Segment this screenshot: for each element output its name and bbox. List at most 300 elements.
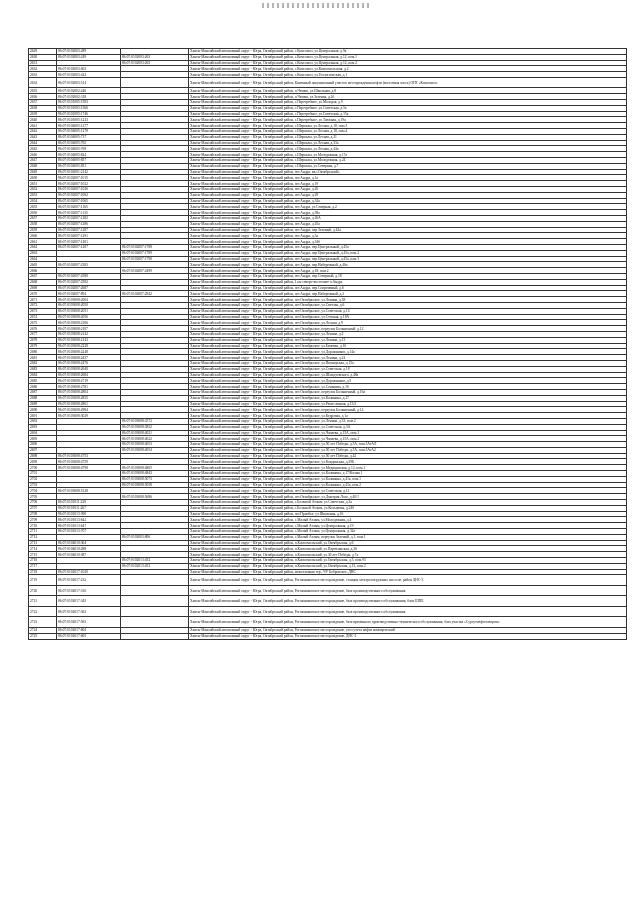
- address-cell: Ханты-Мансийский автономный округ - Югра, Октябрьский район, пгт.Октябрьское, ул.Ленина, д.38: [189, 297, 627, 303]
- cadastral-number-cell: 86:07:0104005:1278: [57, 129, 121, 135]
- row-number-cell: 2689: [29, 401, 57, 407]
- row-number-cell: 2704: [29, 488, 57, 494]
- address-cell: Ханты-Мансийский автономный округ - Югра, Октябрьский район, Рогожниковское месторождение, база производственного обслуживания, блок ШПБ: [189, 596, 627, 607]
- row-number-cell: 2649: [29, 169, 57, 175]
- row-number-cell: 2718: [29, 569, 57, 575]
- address-cell: Ханты-Мансийский автономный округ - Югра, Октябрьский район, пгт.Октябрьское, ул.Медицинская, д.12, пом.1: [189, 465, 627, 471]
- cadastral-number-cell: 86:07:0102007:1282: [57, 216, 121, 222]
- premises-number-cell: 86:07:0103008:5686: [121, 494, 189, 500]
- address-cell: Ханты-Мансийский автономный округ - Югра, Октябрьский район, пгт.Октябрьское, ул.Кедровая, д.1а: [189, 413, 627, 419]
- row-number-cell: 2690: [29, 407, 57, 413]
- address-cell: Ханты-Мансийский автономный округ - Югра, Октябрьский район, пгт.Октябрьское, ул.Калинина, д.41а, пом.2: [189, 482, 627, 488]
- premises-number-cell: 86:07:0102007:1790: [121, 256, 189, 262]
- cadastral-number-cell: 86:07:0102003:514: [57, 77, 121, 88]
- cadastral-number-cell: 86:07:0102007:1401: [57, 239, 121, 245]
- address-cell: Ханты-Мансийский автономный округ - Югра, Октябрьский район, пгт.Андра, пер.Северный, д.18: [189, 273, 627, 279]
- address-cell: Ханты-Мансийский автономный округ - Югра, Октябрьский район, п.Комсомольский, ул.30 лет Победы, д.7а: [189, 552, 627, 558]
- row-number-cell: 2683: [29, 366, 57, 372]
- address-cell: Ханты-Мансийский автономный округ - Югра, Октябрьский район, с.Малый Атлым, ул.Центральная, д.32а: [189, 529, 627, 535]
- premises-number-cell: 86:07:0103008:5058: [121, 482, 189, 488]
- cadastral-number-cell: 86:07:0102007:2582: [57, 279, 121, 285]
- row-number-cell: 2677: [29, 331, 57, 337]
- premises-number-cell: [121, 606, 189, 617]
- cadastral-number-cell: 86:07:0102017:605: [57, 633, 121, 639]
- address-cell: Ханты-Мансийский автономный округ - Югра, Октябрьский район, пгт.Октябрьское, ул.Ленина, д.33, пом.2: [189, 418, 627, 424]
- row-number-cell: 2717: [29, 563, 57, 569]
- cadastral-number-cell: 86:07:0103008:2142: [57, 331, 121, 337]
- row-number-cell: 2644: [29, 140, 57, 146]
- cadastral-number-cell: 86:07:0103008:2984: [57, 407, 121, 413]
- cadastral-number-cell: 86:07:0103008:4759: [57, 459, 121, 465]
- table-body: [29, 49, 627, 640]
- row-number-cell: 2641: [29, 123, 57, 129]
- address-cell: Ханты-Мансийский автономный округ - Югра, Октябрьский район, с.Шеркалы, ул.Лесная, д.18, пом.4: [189, 129, 627, 135]
- row-number-cell: 2699: [29, 459, 57, 465]
- address-cell: Ханты-Мансийский автономный округ - Югра, Октябрьский район, пгт.Октябрьское, ул.Калинина, д.17/Калин.1: [189, 471, 627, 477]
- row-number-cell: 2635: [29, 88, 57, 94]
- address-cell: Ханты-Мансийский автономный округ - Югра, Октябрьский район, Каменный лицензионный участок месторождения нефти (восточная часть) ОПТ «Комсомол»: [189, 77, 627, 88]
- address-cell: Ханты-Мансийский автономный округ - Югра, Октябрьский район, пгт.Андра, д.1а: [189, 175, 627, 181]
- address-cell: Ханты-Мансийский автономный округ - Югра, Октябрьский район, пгт.Андра, д.29: [189, 192, 627, 198]
- cadastral-number-cell: 86:07:0103008:2476: [57, 360, 121, 366]
- cadastral-number-cell: 86:07:0102007:1286: [57, 221, 121, 227]
- row-number-cell: 2629: [29, 49, 57, 55]
- row-number-cell: 2701: [29, 471, 57, 477]
- row-number-cell: 2642: [29, 129, 57, 135]
- cadastral-number-cell: 86:07:0103008:4753: [57, 453, 121, 459]
- address-cell: Ханты-Мансийский автономный округ - Югра, Октябрьский район, пгт.Андра, пер.Набережный, д.2: [189, 291, 627, 297]
- address-cell: Ханты-Мансийский автономный округ - Югра, Октябрьский район, пгт.Андра, д.26А: [189, 216, 627, 222]
- address-cell: Ханты-Мансийский автономный округ - Югра, Октябрьский район, пгт.Октябрьское, ул.Степная, д.18А: [189, 314, 627, 320]
- row-number-cell: 2645: [29, 146, 57, 152]
- cadastral-number-cell: 86:07:0102007:1022: [57, 181, 121, 187]
- address-cell: Ханты-Мансийский автономный округ - Югра, Октябрьский район, пгт.Приобье, ул.Школьная, д.16: [189, 511, 627, 517]
- row-number-cell: 2723: [29, 617, 57, 628]
- premises-number-cell: 86:07:0103008:5073: [121, 476, 189, 482]
- cadastral-number-cell: 86:07:0101013:390: [57, 511, 121, 517]
- address-cell: Ханты-Мансийский автономный округ - Югра, Октябрьский район, с.Комсомол, ул.Геологическая, д.1: [189, 72, 627, 78]
- cadastral-number-cell: 86:07:0101013:642: [57, 517, 121, 523]
- row-number-cell: 2687: [29, 389, 57, 395]
- address-cell: Ханты-Мансийский автономный округ - Югра, Октябрьский район, с.Большой Атлым, ул.Кольцевая, д.24б: [189, 505, 627, 511]
- cadastral-number-cell: 86:07:0103008:2050: [57, 302, 121, 308]
- address-cell: Ханты-Мансийский автономный округ - Югра, Октябрьский район, п.Комсомольский, ул.Октябрьская, д.13, пом.2: [189, 563, 627, 569]
- cadastral-number-cell: 86:07:0103008:4798: [57, 465, 121, 471]
- cadastral-number-cell: 86:07:0102007:1065: [57, 198, 121, 204]
- row-number-cell: 2651: [29, 181, 57, 187]
- address-cell: Ханты-Мансийский автономный округ - Югра, Октябрьский район, с.Перегребное, ул.Советская, д.5а: [189, 105, 627, 111]
- premises-number-cell: 86:07:0102013:452: [121, 558, 189, 564]
- cadastral-number-cell: 86:07:0103008:2719: [57, 378, 121, 384]
- address-cell: Ханты-Мансийский автономный округ - Югра, Октябрьский район, пгт.Андра, пер.Центральный, д.45а, пом.2: [189, 250, 627, 256]
- table-row: [29, 596, 627, 607]
- row-number-cell: 2638: [29, 105, 57, 111]
- address-cell: Ханты-Мансийский автономный округ - Югра, Октябрьский район, пгт.Андра, д.19: [189, 181, 627, 187]
- row-number-cell: 2639: [29, 111, 57, 117]
- row-number-cell: 2724: [29, 627, 57, 633]
- row-number-cell: 2703: [29, 482, 57, 488]
- address-cell: Ханты-Мансийский автономный округ - Югра, Октябрьский район, пгт.Октябрьское, ул.Пионерская, д.15а: [189, 360, 627, 366]
- row-number-cell: 2637: [29, 100, 57, 106]
- row-number-cell: 2633: [29, 72, 57, 78]
- row-number-cell: 2673: [29, 308, 57, 314]
- row-number-cell: 2675: [29, 320, 57, 326]
- cadastral-number-cell: 86:07:0101005:1746: [57, 111, 121, 117]
- row-number-cell: 2709: [29, 517, 57, 523]
- row-number-cell: 2658: [29, 221, 57, 227]
- address-cell: Ханты-Мансийский автономный округ - Югра, Октябрьский район, пгт.Андра, ул.Северная, д.2: [189, 204, 627, 210]
- cadastral-number-cell: 86:07:0103008:2004: [57, 297, 121, 303]
- address-cell: Ханты-Мансийский автономный округ - Югра, Октябрьский район, пгт.Андра, д.18, пом.2: [189, 268, 627, 274]
- cadastral-number-cell: 86:07:0102002:246: [57, 88, 121, 94]
- row-number-cell: 2669: [29, 285, 57, 291]
- address-cell: Ханты-Мансийский автономный округ - Югра, Октябрьский район, пгт.Андра, д.26: [189, 187, 627, 193]
- cadastral-number-cell: 86:07:0104005:824: [57, 152, 121, 158]
- cadastral-number-cell: 86:07:0102017:1020: [57, 569, 121, 575]
- cadastral-number-cell: 86:07:0102007:1207: [57, 245, 121, 251]
- address-cell: Ханты-Мансийский автономный округ - Югра, Октябрьский район, пгт.Октябрьское, ул.Ремесленная, д.13/2: [189, 401, 627, 407]
- premises-number-cell: [121, 617, 189, 628]
- cadastral-number-cell: 86:07:0103008:2143: [57, 337, 121, 343]
- row-number-cell: 2643: [29, 134, 57, 140]
- address-cell: Ханты-Мансийский автономный округ - Югра, Октябрьский район, с.Комсомол, ул.Центральная, д.12, пом.1: [189, 54, 627, 60]
- cadastral-number-cell: 86:07:0103008:2640: [57, 366, 121, 372]
- cadastral-number-cell: 86:07:0104005:831: [57, 163, 121, 169]
- row-number-cell: 2655: [29, 204, 57, 210]
- address-cell: Ханты-Мансийский автономный округ - Югра, Октябрьский район, пгт.Октябрьское, ул.Советская, д.14: [189, 308, 627, 314]
- cadastral-number-cell: 86:07:0104005:765: [57, 140, 121, 146]
- address-cell: Ханты-Мансийский автономный округ - Югра, Октябрьский район, пгт.Октябрьское, ул.Бичевая, д.16: [189, 343, 627, 349]
- address-cell: Ханты-Мансийский автономный округ - Югра, Октябрьский район, пгт.Андра, кв.«Октябрьский»: [189, 169, 627, 175]
- address-cell: Ханты-Мансийский автономный округ - Югра, Октябрьский район, п.Комсомольский, ул.Партизанская, д.26: [189, 546, 627, 552]
- address-cell: Ханты-Мансийский автономный округ - Югра, Октябрьский район, Рогожниковское месторождение, станция электропогружных насосов, район ДНС-3: [189, 575, 627, 586]
- row-number-cell: 2657: [29, 216, 57, 222]
- address-cell: Ханты-Мансийский автономный округ - Югра, Октябрьский район, пгт.Октябрьское, ул.Шмидтовского, д.48а: [189, 372, 627, 378]
- address-cell: Ханты-Мансийский автономный округ - Югра, Октябрьский район, пгт.Октябрьское, ул.Советская, д.18: [189, 366, 627, 372]
- row-number-cell: 2653: [29, 192, 57, 198]
- row-number-cell: 2702: [29, 476, 57, 482]
- row-number-cell: 2720: [29, 585, 57, 596]
- row-number-cell: 2688: [29, 395, 57, 401]
- row-number-cell: 2712: [29, 534, 57, 540]
- row-number-cell: 2694: [29, 430, 57, 436]
- cadastral-number-cell: 86:07:0103008:2835: [57, 395, 121, 401]
- row-number-cell: 2672: [29, 302, 57, 308]
- row-number-cell: 2692: [29, 418, 57, 424]
- row-number-cell: 2705: [29, 494, 57, 500]
- row-number-cell: 2693: [29, 424, 57, 430]
- address-cell: Ханты-Мансийский автономный округ - Югра, Октябрьский район, с.Малый Атлым, переулок Зеленый, д.1, пом.1: [189, 534, 627, 540]
- cadastral-number-cell: 86:07:0102017:363: [57, 606, 121, 617]
- cadastral-number-cell: 86:07:0102002:318: [57, 94, 121, 100]
- premises-number-cell: [121, 575, 189, 586]
- address-cell: Ханты-Мансийский автономный округ - Югра, Октябрьский район, пгт.Андра, пер.Центральный, д.45а: [189, 245, 627, 251]
- row-number-cell: 2668: [29, 279, 57, 285]
- premises-number-cell: 86:07:0102003:806: [121, 534, 189, 540]
- premises-number-cell: 86:07:0103008:4805: [121, 465, 189, 471]
- row-number-cell: 2659: [29, 227, 57, 233]
- row-number-cell: 2696: [29, 442, 57, 448]
- row-number-cell: 2667: [29, 273, 57, 279]
- premises-number-cell: [121, 596, 189, 607]
- premises-number-cell: 86:07:0103008:4054: [121, 447, 189, 453]
- cadastral-number-cell: 86:07:0102001:2142: [57, 169, 121, 175]
- premises-number-cell: [121, 585, 189, 596]
- address-cell: Ханты-Мансийский автономный округ - Югра, Октябрьский район, пгт.Октябрьское, ул.Чапаева, д.15А, пом.2: [189, 436, 627, 442]
- row-number-cell: 2716: [29, 558, 57, 564]
- row-number-cell: 2663: [29, 250, 57, 256]
- address-cell: Ханты-Мансийский автономный округ - Югра, Октябрьский район, с.Комсомол, ул.Комсомольская, д.2: [189, 66, 627, 72]
- address-cell: Ханты-Мансийский автономный округ - Югра, Октябрьский район, с.Перегребное, ул.Молодая, д.9: [189, 100, 627, 106]
- row-number-cell: 2631: [29, 60, 57, 66]
- premises-number-cell: 86:07:0102007:2942: [121, 291, 189, 297]
- address-cell: Ханты-Мансийский автономный округ - Югра, Октябрьский район, пгт.Октябрьское, ул.Лесная, д.9: [189, 320, 627, 326]
- table-row: [29, 606, 627, 617]
- row-number-cell: 2680: [29, 349, 57, 355]
- address-cell: Ханты-Мансийский автономный округ - Югра, Октябрьский район, пгт.Октябрьское, переулок Больничный, д.16а: [189, 389, 627, 395]
- cadastral-number-cell: 86:07:0101013:647: [57, 523, 121, 529]
- row-number-cell: 2707: [29, 505, 57, 511]
- row-number-cell: 2630: [29, 54, 57, 60]
- table-row: [29, 617, 627, 628]
- cadastral-number-cell: 86:07:0102007:1287: [57, 227, 121, 233]
- address-cell: Ханты-Мансийский автономный округ - Югра, Октябрьский район, пгт.Андра, пер.Центральный, д.45а, пом.3: [189, 256, 627, 262]
- address-cell: Ханты-Мансийский автономный округ - Югра, Октябрьский район, пгт.Октябрьское, переулок Больничный, д.12: [189, 326, 627, 332]
- cadastral-number-cell: 86:07:0104010:387: [57, 552, 121, 558]
- address-cell: Ханты-Мансийский автономный округ - Югра, Октябрьский район, пгт.Андра, д.34а: [189, 198, 627, 204]
- address-cell: Ханты-Мансийский автономный округ - Югра, Октябрьский район, пгт.Октябрьское, ул.50 лет Победы, д.42: [189, 453, 627, 459]
- row-number-cell: 2684: [29, 372, 57, 378]
- row-number-cell: 2711: [29, 529, 57, 535]
- address-cell: Ханты-Мансийский автономный округ - Югра, Октябрьский район, с.Малый Атлым, ул.Молодежная, д.4: [189, 517, 627, 523]
- cadastral-number-cell: 86:07:0104010:288: [57, 546, 121, 552]
- address-cell: Ханты-Мансийский автономный округ - Югра, Октябрьский район, пгт.Октябрьское, ул.50 лет Победы, д.5А, пом.5АтАЛ: [189, 442, 627, 448]
- row-number-cell: 2721: [29, 596, 57, 607]
- table-row: [29, 575, 627, 586]
- address-cell: Ханты-Мансийский автономный округ - Югра, Октябрьский район, с.Малый Атлым, ул.Центральная, д.19: [189, 523, 627, 529]
- cadastral-number-cell: 86:07:0102007:1062: [57, 192, 121, 198]
- cadastral-number-cell: 86:07:0103008:2107: [57, 326, 121, 332]
- row-number-cell: 2650: [29, 175, 57, 181]
- row-number-cell: 2662: [29, 245, 57, 251]
- cadastral-number-cell: 86:07:0103008:2056: [57, 314, 121, 320]
- row-number-cell: 2634: [29, 77, 57, 88]
- cadastral-number-cell: 86:07:0103008:2228: [57, 343, 121, 349]
- address-cell: Ханты-Мансийский автономный округ - Югра, Октябрьский район, пгт.Октябрьское, ул.Дорожников, д.14а: [189, 349, 627, 355]
- premises-number-cell: 86:07:0102003:265: [121, 60, 189, 66]
- row-number-cell: 2714: [29, 546, 57, 552]
- premises-number-cell: 86:07:0102003:263: [121, 54, 189, 60]
- address-cell: Ханты-Мансийский автономный округ - Югра, Октябрьский район, пгт.Октябрьское, ул.Дорожников, д.5: [189, 378, 627, 384]
- row-number-cell: 2676: [29, 326, 57, 332]
- row-number-cell: 2681: [29, 355, 57, 361]
- address-cell: Ханты-Мансийский автономный округ - Югра, Октябрьский район, пгт.Октябрьское, ул.Советская, д.11: [189, 488, 627, 494]
- cadastral-number-cell: 86:07:0102003:249: [57, 54, 121, 60]
- table-row: [29, 585, 627, 596]
- address-cell: Ханты-Мансийский автономный округ - Югра, Октябрьский район, Рогожниковское месторождение, ДНС-3: [189, 633, 627, 639]
- row-number-cell: 2632: [29, 66, 57, 72]
- address-cell: Ханты-Мансийский автономный округ - Югра, Октябрьский район, пгт.Октябрьское, переулок Больничный, д.14: [189, 407, 627, 413]
- address-cell: Ханты-Мансийский автономный округ - Югра, Октябрьский район, межселенная тер., ЧУ Бобровское, ДНС: [189, 569, 627, 575]
- cadastral-number-cell: 86:07:0103008:2804: [57, 389, 121, 395]
- cadastral-number-cell: 86:07:0102007:894: [57, 291, 121, 297]
- cadastral-number-cell: 86:07:0103008:3029: [57, 413, 121, 419]
- address-cell: Ханты-Мансийский автономный округ - Югра, Октябрьский район, п.Комсомольский, ул.Октябрьская, д.6: [189, 540, 627, 546]
- row-number-cell: 2713: [29, 540, 57, 546]
- row-number-cell: 2679: [29, 343, 57, 349]
- row-number-cell: 2708: [29, 511, 57, 517]
- address-cell: Ханты-Мансийский автономный округ - Югра, Октябрьский район, с.Шеркалы, ул.Молодежная, д.24: [189, 158, 627, 164]
- row-number-cell: 2636: [29, 94, 57, 100]
- address-cell: Ханты-Мансийский автономный округ - Югра, Октябрьский район, с.Шеркалы, ул.Лесная, д.33а: [189, 140, 627, 146]
- row-number-cell: 2664: [29, 256, 57, 262]
- address-cell: Ханты-Мансийский автономный округ - Югра, Октябрьский район, с.Шеркалы, ул.Лесная, д.21: [189, 134, 627, 140]
- address-cell: Ханты-Мансийский автономный округ - Югра, Октябрьский район, с.Большой Атлым, ул.Советская, д.3а: [189, 500, 627, 506]
- address-cell: Ханты-Мансийский автономный округ - Югра, Октябрьский район, пгт.Октябрьское, ул.Калинина, д.27: [189, 395, 627, 401]
- address-cell: Ханты-Мансийский автономный округ - Югра, Октябрьский район, пгт.Октябрьское, ул.Советская, д.3А: [189, 424, 627, 430]
- cadastral-number-cell: 86:07:0102007:1135: [57, 210, 121, 216]
- row-number-cell: 2691: [29, 413, 57, 419]
- cadastral-number-cell: 86:07:0103008:2248: [57, 349, 121, 355]
- registry-table: [28, 48, 627, 640]
- cadastral-number-cell: 86:07:0102017:316: [57, 585, 121, 596]
- premises-number-cell: [121, 77, 189, 88]
- address-cell: Ханты-Мансийский автономный округ - Югра, Октябрьский район, Рогожниковское месторождение, узел учета нефти коммерческий: [189, 627, 627, 633]
- cadastral-number-cell: 86:07:0101005:1583: [57, 100, 121, 106]
- premises-number-cell: 86:07:0103008:3572: [121, 418, 189, 424]
- row-number-cell: 2725: [29, 633, 57, 639]
- cadastral-number-cell: 86:07:0103008:2781: [57, 384, 121, 390]
- cadastral-number-cell: 86:07:0104005:1277: [57, 123, 121, 129]
- row-number-cell: 2652: [29, 187, 57, 193]
- cadastral-number-cell: 86:07:0102017:563: [57, 617, 121, 628]
- row-number-cell: 2698: [29, 453, 57, 459]
- address-cell: Ханты-Мансийский автономный округ - Югра, Октябрьский район, с.Шеркалы, ул.Северная, д.7: [189, 163, 627, 169]
- address-cell: Ханты-Мансийский автономный округ - Югра, Октябрьский район, с.Шеркалы, ул.Лесная, д.18, пом.3: [189, 123, 627, 129]
- cadastral-number-cell: 86:07:0101011:229: [57, 500, 121, 506]
- premises-number-cell: 86:07:0103008:4022: [121, 436, 189, 442]
- address-cell: Ханты-Мансийский автономный округ - Югра, Октябрьский район, пгт.Октябрьское, ул.Сенькина, д.16: [189, 384, 627, 390]
- cadastral-number-cell: 86:07:0102003:424: [57, 72, 121, 78]
- cadastral-number-cell: 86:07:0102007:2580: [57, 273, 121, 279]
- cadastral-number-cell: 86:07:0101005:1566: [57, 105, 121, 111]
- cadastral-number-cell: 86:07:0103008:5128: [57, 488, 121, 494]
- table-row: [29, 633, 627, 639]
- address-cell: Ханты-Мансийский автономный округ - Югра, Октябрьский район, пгт.Андра, д.3а: [189, 233, 627, 239]
- cadastral-number-cell: 86:07:0102017:232: [57, 575, 121, 586]
- cadastral-number-cell: 86:07:0103008:2684: [57, 372, 121, 378]
- address-cell: Ханты-Мансийский автономный округ - Югра, Октябрьский район, пгт.Октябрьское, ул.Светлая, д.6: [189, 302, 627, 308]
- row-number-cell: 2685: [29, 378, 57, 384]
- premises-number-cell: 86:07:0103008:4843: [121, 471, 189, 477]
- premises-number-cell: 86:07:0103008:4021: [121, 430, 189, 436]
- premises-number-cell: 86:07:0103008:4053: [121, 442, 189, 448]
- address-cell: Ханты-Мансийский автономный округ - Югра, Октябрьский район, пгт.Андра, д.45а: [189, 221, 627, 227]
- address-cell: Ханты-Мансийский автономный округ - Югра, Октябрьский район, 1 км северо-восточнее п.Андра: [189, 279, 627, 285]
- cadastral-number-cell: 86:07:0102007:1291: [57, 233, 121, 239]
- address-cell: Ханты-Мансийский автономный округ - Югра, Октябрьский район, с.Перегребное, ул.Советская, д.15а: [189, 111, 627, 117]
- address-cell: Ханты-Мансийский автономный округ - Югра, Октябрьский район, пгт.Октябрьское, ул.Дмитрия Лоло, д.40/1: [189, 494, 627, 500]
- row-number-cell: 2665: [29, 262, 57, 268]
- scan-artifact: [262, 3, 372, 8]
- address-cell: Ханты-Мансийский автономный округ - Югра, Октябрьский район, пгт.Октябрьское, ул.Ленина, д.22: [189, 355, 627, 361]
- premises-number-cell: 86:07:0102007:2499: [121, 268, 189, 274]
- cadastral-number-cell: 86:07:0103008:2457: [57, 355, 121, 361]
- premises-number-cell: 86:07:0102013:453: [121, 563, 189, 569]
- row-number-cell: 2661: [29, 239, 57, 245]
- address-cell: Ханты-Мансийский автономный округ - Югра, Октябрьский район, пгт.Андра, д.34б: [189, 239, 627, 245]
- address-cell: Ханты-Мансийский автономный округ - Югра, Октябрьский район, п.Комсомольский, ул.Октябрьская, д.5, пом.93: [189, 558, 627, 564]
- cadastral-number-cell: 86:07:0102017:345: [57, 596, 121, 607]
- premises-number-cell: 86:07:0102007:1789: [121, 250, 189, 256]
- cadastral-number-cell: 86:07:0102003:289: [57, 49, 121, 55]
- cadastral-number-cell: 86:07:0102007:1015: [57, 175, 121, 181]
- cadastral-number-cell: 86:07:0103008:2106: [57, 320, 121, 326]
- address-cell: Ханты-Мансийский автономный округ - Югра, Октябрьский район, пгт.Октябрьское, ул.Чапаева, д.15А, пом.1: [189, 430, 627, 436]
- address-cell: Ханты-Мансийский автономный округ - Югра, Октябрьский район, Рогожниковское месторождение, база производственного обслуживания: [189, 585, 627, 596]
- address-cell: Ханты-Мансийский автономный округ - Югра, Октябрьский район, с.Шеркалы, ул.Молодежная, д.17а: [189, 152, 627, 158]
- row-number-cell: 2695: [29, 436, 57, 442]
- premises-number-cell: 86:07:0103008:3852: [121, 424, 189, 430]
- cadastral-number-cell: 86:07:0104010:364: [57, 540, 121, 546]
- address-cell: Ханты-Мансийский автономный округ - Югра, Октябрьский район, пгт.Октябрьское, ул.Калинина, д.41а, пом.1: [189, 476, 627, 482]
- address-cell: Ханты-Мансийский автономный округ - Югра, Октябрьский район, п.Чемаш, ул.Зеленая, д.2б: [189, 94, 627, 100]
- cadastral-number-cell: 86:07:0103008:2861: [57, 401, 121, 407]
- row-number-cell: 2656: [29, 210, 57, 216]
- address-cell: Ханты-Мансийский автономный округ - Югра, Октябрьский район, пгт.Андра, пер.Набережный, д.46а: [189, 262, 627, 268]
- address-cell: Ханты-Мансийский автономный округ - Югра, Октябрьский район, пгт.Октябрьское, ул.Ленина, д.2: [189, 331, 627, 337]
- address-cell: Ханты-Мансийский автономный округ - Югра, Октябрьский район, пгт.Андра, пер.Зеленый, д.44а: [189, 227, 627, 233]
- row-number-cell: 2678: [29, 337, 57, 343]
- cadastral-number-cell: 86:07:0102007:1165: [57, 204, 121, 210]
- row-number-cell: 2722: [29, 606, 57, 617]
- cadastral-number-cell: 86:07:0103008:2051: [57, 308, 121, 314]
- row-number-cell: 2670: [29, 291, 57, 297]
- row-number-cell: 2715: [29, 552, 57, 558]
- cadastral-number-cell: 86:07:0104005:717: [57, 134, 121, 140]
- address-cell: Ханты-Мансийский автономный округ - Югра, Октябрьский район, п.Чемаш, ул.Школьная, д.8: [189, 88, 627, 94]
- cadastral-number-cell: 86:07:0102007:2687: [57, 285, 121, 291]
- address-cell: Ханты-Мансийский автономный округ - Югра, Октябрьский район, с.Шеркалы, ул.Лесная, д.44а: [189, 146, 627, 152]
- row-number-cell: 2710: [29, 523, 57, 529]
- premises-number-cell: [121, 633, 189, 639]
- address-cell: Ханты-Мансийский автономный округ - Югра, Октябрьский район, с.Перегребное, ул.Таежная, д.19а: [189, 117, 627, 123]
- cadastral-number-cell: 86:07:0101005:1233: [57, 117, 121, 123]
- address-cell: Ханты-Мансийский автономный округ - Югра, Октябрьский район, Рогожниковское месторождение, база производственного обслуживания: [189, 606, 627, 617]
- cadastral-number-cell: 86:07:0102017:604: [57, 627, 121, 633]
- cadastral-number-cell: 86:07:0102007:1026: [57, 187, 121, 193]
- row-number-cell: 2666: [29, 268, 57, 274]
- address-cell: Ханты-Мансийский автономный округ - Югра, Октябрьский район, пгт.Октябрьское, ул.Ленина, д.13: [189, 337, 627, 343]
- row-number-cell: 2682: [29, 360, 57, 366]
- address-cell: Ханты-Мансийский автономный округ - Югра, Октябрьский район, с.Комсомол, ул.Центральная, д.12, пом.2: [189, 60, 627, 66]
- cadastral-number-cell: 86:07:0101013:707: [57, 529, 121, 535]
- cadastral-number-cell: 86:07:0104005:857: [57, 158, 121, 164]
- row-number-cell: 2654: [29, 198, 57, 204]
- row-number-cell: 2674: [29, 314, 57, 320]
- row-number-cell: 2719: [29, 575, 57, 586]
- row-number-cell: 2671: [29, 297, 57, 303]
- row-number-cell: 2640: [29, 117, 57, 123]
- row-number-cell: 2660: [29, 233, 57, 239]
- row-number-cell: 2648: [29, 163, 57, 169]
- row-number-cell: 2686: [29, 384, 57, 390]
- cadastral-number-cell: 86:07:0104005:769: [57, 146, 121, 152]
- address-cell: Ханты-Мансийский автономный округ - Югра, Октябрьский район, пгт.Андра, д.58а: [189, 210, 627, 216]
- row-number-cell: 2647: [29, 158, 57, 164]
- row-number-cell: 2700: [29, 465, 57, 471]
- address-cell: Ханты-Мансийский автономный округ - Югра, Октябрьский район, с.Комсомол, ул.Центральная, д.9а: [189, 49, 627, 55]
